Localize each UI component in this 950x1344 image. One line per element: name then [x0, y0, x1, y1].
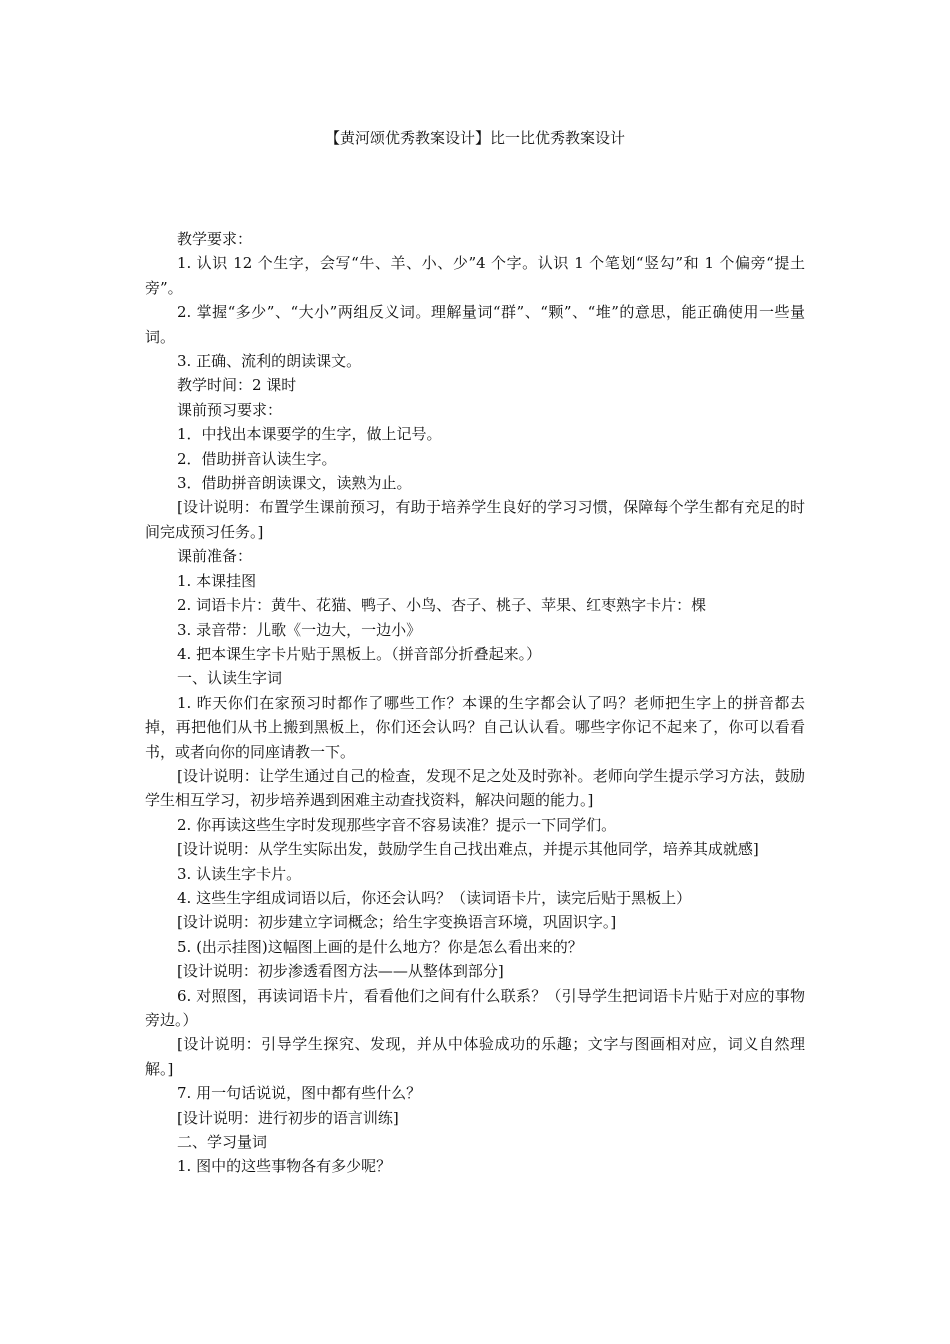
paragraph: 1. 本课挂图 [177, 571, 257, 590]
paragraph: 2. 你再读这些生字时发现那些字音不容易读准？提示一下同学们。 [177, 815, 617, 834]
paragraph: 教学时间：2 课时 [177, 376, 297, 395]
paragraph: 3. 正确、流利的朗读课文。 [177, 352, 362, 371]
paragraph: 课前预习要求： [177, 400, 283, 419]
paragraph: 2. 掌握“多少”、“大小”两组反义词。理解量词“群”、“颗”、“堆”的意思，能正确使用一些量词。 [145, 303, 805, 346]
paragraph: 3. 录音带：儿歌《一边大，一边小》 [177, 620, 422, 639]
document-title: 【黄河颂优秀教案设计】比一比优秀教案设计 [324, 129, 625, 147]
paragraph: 4. 这些生字组成词语以后，你还会认吗？（读词语卡片，读完后贴于黑板上） [177, 888, 692, 907]
paragraph: 2. 词语卡片：黄牛、花猫、鸭子、小鸟、杏子、桃子、苹果、红枣熟字卡片：棵 [177, 596, 707, 615]
design-note: [设计说明：让学生通过自己的检查，发现不足之处及时弥补。老师向学生提示学习方法，鼓励学生相互学习，初步培养遇到困难主动查找资料，解决问题的能力。] [145, 766, 805, 810]
design-note: [设计说明：从学生实际出发，鼓励学生自己找出难点，并提示其他同学，培养其成就感] [177, 840, 759, 859]
paragraph: 7. 用一句话说说，图中都有些什么？ [177, 1084, 422, 1103]
paragraph: 2．借助拼音认读生字。 [177, 449, 337, 468]
section-heading: 二、学习量词 [177, 1133, 268, 1152]
design-note: [设计说明：初步渗透看图方法——从整体到部分] [177, 962, 504, 981]
paragraph: 1. 昨天你们在家预习时都作了哪些工作？本课的生字都会认了吗？老师把生字上的拼音都去掉，再把他们从书上搬到黑板上，你们还会认吗？自己认认看。哪些字你记不起来了，你可以看看书，或者向你的同座请教一下。 [145, 693, 805, 761]
paragraph: 4. 把本课生字卡片贴于黑板上。（拼音部分折叠起来。） [177, 644, 542, 663]
design-note: [设计说明：布置学生课前预习，有助于培养学生良好的学习习惯，保障每个学生都有充足的时间完成预习任务。] [145, 498, 805, 541]
paragraph: 课前准备： [177, 547, 253, 566]
paragraph: 3. 认读生字卡片。 [177, 864, 302, 883]
paragraph: 教学要求： [177, 230, 253, 248]
section-heading: 一、认读生字词 [177, 669, 283, 688]
design-note: [设计说明：引导学生探究、发现，并从中体验成功的乐趣；文字与图画相对应，词义自然理解。] [145, 1035, 805, 1078]
paragraph: 6. 对照图，再读词语卡片，看看他们之间有什么联系？（引导学生把词语卡片贴于对应的事物旁边。） [145, 986, 805, 1029]
design-note: [设计说明：初步建立字词概念；给生字变换语言环境，巩固识字。] [177, 913, 617, 932]
document-body [145, 227, 805, 1179]
paragraph: 3．借助拼音朗读课文，读熟为止。 [177, 474, 412, 493]
paragraph: 1．中找出本课要学的生字，做上记号。 [177, 425, 442, 444]
paragraph: 1. 认识 12 个生字，会写“牛、羊、小、少”4 个字。认识 1 个笔划“竖勾”和 1 个偏旁“提土旁”。 [145, 254, 805, 297]
design-note: [设计说明：进行初步的语言训练] [177, 1108, 399, 1127]
paragraph: 5. (出示挂图)这幅图上画的是什么地方？你是怎么看出来的？ [177, 937, 583, 956]
paragraph: 1. 图中的这些事物各有多少呢？ [177, 1157, 392, 1176]
